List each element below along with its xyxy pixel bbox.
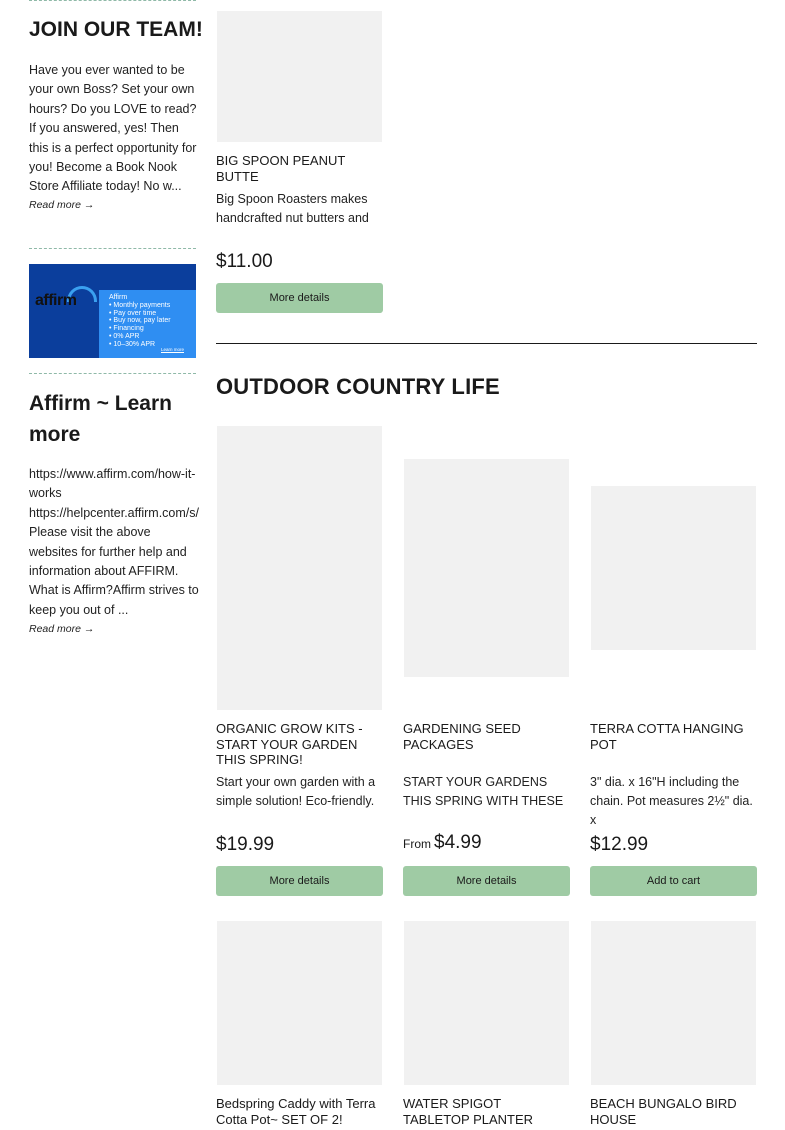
product-image[interactable] bbox=[591, 921, 756, 1085]
join-team-body: Have you ever wanted to be your own Boss? Set your own hours? Do you LOVE to read? If you answered, yes! Then this is a perfect opportunity for you! Become a Book Nook Store Affiliate today! No w... bbox=[29, 63, 197, 194]
affirm-logo: affirm bbox=[35, 292, 77, 309]
affirm-banner[interactable] bbox=[29, 264, 196, 358]
affirm-line: • 0% APR bbox=[109, 332, 140, 340]
affirm-read-more-link[interactable]: Read more → bbox=[29, 623, 95, 635]
more-details-button[interactable]: More details bbox=[216, 866, 383, 896]
product-description: START YOUR GARDENS THIS SPRING WITH THESE bbox=[403, 775, 564, 808]
affirm-learn-more: Learn more bbox=[160, 347, 184, 353]
price-value: $4.99 bbox=[434, 832, 482, 853]
product-price bbox=[403, 832, 482, 854]
join-team-title: JOIN OUR TEAM! bbox=[29, 18, 203, 41]
sidebar-divider bbox=[29, 248, 196, 249]
product-title[interactable]: ORGANIC GROW KITS - START YOUR GARDEN THIS SPRING! bbox=[216, 721, 363, 767]
product-description: Start your own garden with a simple solution! Eco-friendly. bbox=[216, 775, 376, 808]
affirm-line: Affirm bbox=[109, 294, 128, 301]
product-image[interactable] bbox=[217, 426, 382, 710]
join-team-read-more-link[interactable]: Read more → bbox=[29, 199, 95, 211]
product-title[interactable]: TERRA COTTA HANGING POT bbox=[590, 721, 744, 752]
product-title[interactable]: BEACH BUNGALO BIRD HOUSE bbox=[590, 1096, 737, 1127]
product-price bbox=[590, 834, 648, 856]
price-value: $11.00 bbox=[216, 251, 273, 272]
product-title[interactable]: BIG SPOON PEANUT BUTTE bbox=[216, 153, 346, 184]
more-details-button[interactable]: More details bbox=[403, 866, 570, 896]
affirm-info-card bbox=[99, 290, 196, 358]
more-details-button[interactable]: More details bbox=[216, 283, 383, 313]
product-description: 3" dia. x 16"H including the chain. Pot measures 2½" dia. x bbox=[590, 775, 753, 827]
affirm-article-body bbox=[29, 465, 201, 620]
affirm-line: • Pay over time bbox=[109, 309, 157, 317]
affirm-article-title: Affirm ~ Learn more bbox=[29, 392, 172, 446]
product-title[interactable]: GARDENING SEED PACKAGES bbox=[403, 721, 521, 752]
affirm-line: • Monthly payments bbox=[109, 301, 171, 309]
product-image[interactable] bbox=[404, 921, 569, 1085]
product-price bbox=[216, 251, 273, 273]
product-image[interactable] bbox=[217, 11, 382, 142]
sidebar-divider bbox=[29, 373, 196, 374]
section-divider bbox=[216, 343, 757, 344]
product-description: Big Spoon Roasters makes handcrafted nut butters and bbox=[216, 192, 369, 225]
affirm-url-how-it-works: https://www.affirm.com/how-it-works bbox=[29, 467, 196, 501]
price-value: $19.99 bbox=[216, 834, 275, 855]
product-image[interactable] bbox=[217, 921, 382, 1085]
section-title: OUTDOOR COUNTRY LIFE bbox=[216, 374, 500, 399]
product-title[interactable]: WATER SPIGOT TABLETOP PLANTER bbox=[403, 1096, 534, 1127]
affirm-line: • Financing bbox=[109, 325, 144, 333]
product-title[interactable]: Bedspring Caddy with Terra Cotta Pot~ SET OF 2! bbox=[216, 1096, 376, 1127]
sidebar-divider bbox=[29, 0, 196, 1]
affirm-line: • Buy now, pay later bbox=[109, 317, 171, 325]
affirm-url-helpcenter: https://helpcenter.affirm.com/s/ bbox=[29, 505, 199, 520]
price-value: $12.99 bbox=[590, 834, 649, 855]
product-price bbox=[216, 834, 274, 856]
affirm-article-text: Please visit the above websites for further help and information about AFFIRM. What is Affirm?Affirm strives to keep you out of ... bbox=[29, 525, 199, 617]
product-image[interactable] bbox=[591, 486, 756, 650]
price-prefix: From bbox=[403, 837, 431, 851]
product-image[interactable] bbox=[404, 459, 569, 677]
add-to-cart-button[interactable]: Add to cart bbox=[590, 866, 757, 896]
affirm-line: • 10–30% APR bbox=[109, 340, 156, 348]
